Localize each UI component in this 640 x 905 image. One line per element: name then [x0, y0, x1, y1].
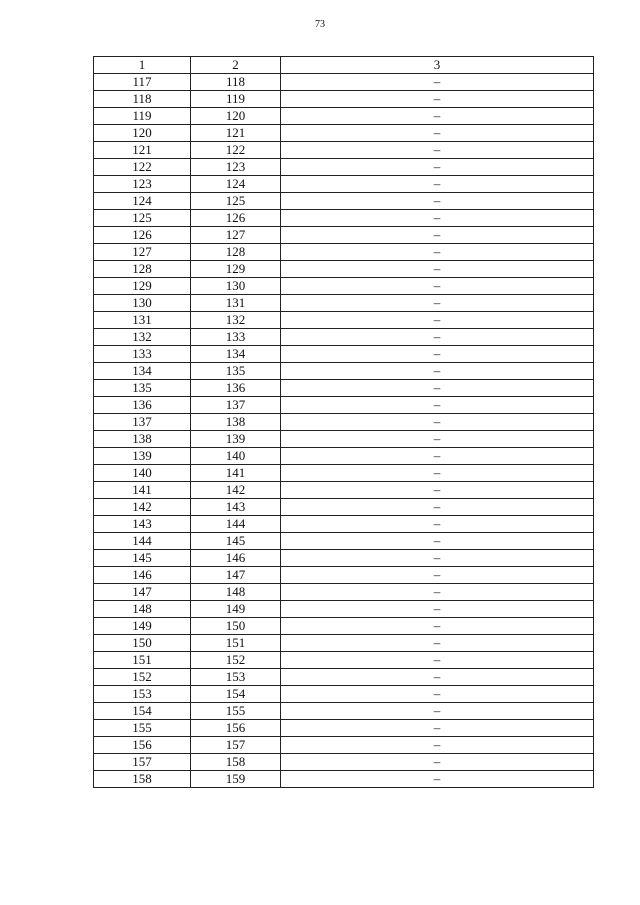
table-body	[94, 74, 594, 788]
table-row	[94, 754, 594, 771]
table-cell-col-2: 125	[191, 193, 281, 210]
table-cell-col-2: 154	[191, 686, 281, 703]
table-row	[94, 533, 594, 550]
table-row	[94, 363, 594, 380]
table-cell-col-2: 131	[191, 295, 281, 312]
table-cell-col-3: –	[281, 550, 594, 567]
table-row	[94, 346, 594, 363]
table-cell-col-1: 126	[94, 227, 191, 244]
table-row	[94, 482, 594, 499]
table-cell-col-1: 134	[94, 363, 191, 380]
table-cell-col-2: 147	[191, 567, 281, 584]
table-cell-col-3: –	[281, 125, 594, 142]
table-cell-col-3: –	[281, 91, 594, 108]
table-cell-col-3: –	[281, 652, 594, 669]
table-cell-col-1: 143	[94, 516, 191, 533]
table-cell-col-3: –	[281, 448, 594, 465]
table-cell-col-2: 144	[191, 516, 281, 533]
table-cell-col-2: 140	[191, 448, 281, 465]
table-row	[94, 125, 594, 142]
table-cell-col-2: 130	[191, 278, 281, 295]
table-row	[94, 771, 594, 788]
table-cell-col-3: –	[281, 108, 594, 125]
table-row	[94, 295, 594, 312]
table-cell-col-1: 147	[94, 584, 191, 601]
table-cell-col-1: 129	[94, 278, 191, 295]
table-cell-col-2: 120	[191, 108, 281, 125]
table-cell-col-3: –	[281, 533, 594, 550]
table-cell-col-2: 134	[191, 346, 281, 363]
table-cell-col-3: –	[281, 278, 594, 295]
table-row	[94, 584, 594, 601]
table-row	[94, 516, 594, 533]
table-cell-col-3: –	[281, 414, 594, 431]
table-cell-col-2: 155	[191, 703, 281, 720]
table-cell-col-1: 138	[94, 431, 191, 448]
table-cell-col-1: 145	[94, 550, 191, 567]
table-cell-col-1: 153	[94, 686, 191, 703]
table-cell-col-2: 128	[191, 244, 281, 261]
table-row	[94, 618, 594, 635]
table-cell-col-2: 145	[191, 533, 281, 550]
table-cell-col-2: 136	[191, 380, 281, 397]
table-cell-col-3: –	[281, 771, 594, 788]
table-cell-col-1: 156	[94, 737, 191, 754]
table-cell-col-2: 159	[191, 771, 281, 788]
table-cell-col-3: –	[281, 346, 594, 363]
table-cell-col-3: –	[281, 482, 594, 499]
table-cell-col-3: –	[281, 312, 594, 329]
table-cell-col-1: 133	[94, 346, 191, 363]
table-cell-col-2: 158	[191, 754, 281, 771]
table-cell-col-3: –	[281, 380, 594, 397]
table-cell-col-3: –	[281, 567, 594, 584]
table-row	[94, 601, 594, 618]
table-row	[94, 244, 594, 261]
table-row	[94, 261, 594, 278]
table-row	[94, 397, 594, 414]
table-cell-col-3: –	[281, 193, 594, 210]
table-cell-col-1: 154	[94, 703, 191, 720]
table-cell-col-3: –	[281, 295, 594, 312]
table-cell-col-1: 144	[94, 533, 191, 550]
table-row	[94, 193, 594, 210]
table-cell-col-3: –	[281, 227, 594, 244]
table-cell-col-1: 149	[94, 618, 191, 635]
table-cell-col-3: –	[281, 261, 594, 278]
table-cell-col-2: 142	[191, 482, 281, 499]
table-cell-col-1: 119	[94, 108, 191, 125]
table-cell-col-3: –	[281, 176, 594, 193]
table-cell-col-3: –	[281, 601, 594, 618]
table-cell-col-1: 131	[94, 312, 191, 329]
table-cell-col-2: 149	[191, 601, 281, 618]
table-cell-col-1: 130	[94, 295, 191, 312]
table-row	[94, 499, 594, 516]
table-cell-col-2: 127	[191, 227, 281, 244]
table-cell-col-1: 141	[94, 482, 191, 499]
table-cell-col-1: 157	[94, 754, 191, 771]
table-cell-col-3: –	[281, 397, 594, 414]
table-cell-col-2: 150	[191, 618, 281, 635]
table-row	[94, 669, 594, 686]
table-cell-col-3: –	[281, 244, 594, 261]
table-cell-col-3: –	[281, 210, 594, 227]
table-cell-col-1: 148	[94, 601, 191, 618]
table-cell-col-1: 135	[94, 380, 191, 397]
table-cell-col-1: 121	[94, 142, 191, 159]
table-cell-col-3: –	[281, 754, 594, 771]
table-cell-col-3: –	[281, 703, 594, 720]
table-cell-col-2: 143	[191, 499, 281, 516]
table-cell-col-2: 133	[191, 329, 281, 346]
table-cell-col-1: 151	[94, 652, 191, 669]
table-cell-col-1: 117	[94, 74, 191, 91]
table-cell-col-1: 118	[94, 91, 191, 108]
data-table	[93, 56, 594, 788]
table-cell-col-3: –	[281, 74, 594, 91]
table-cell-col-2: 153	[191, 669, 281, 686]
table-cell-col-1: 123	[94, 176, 191, 193]
table-row	[94, 210, 594, 227]
table-cell-col-1: 136	[94, 397, 191, 414]
table-cell-col-1: 128	[94, 261, 191, 278]
column-header-1: 1	[94, 57, 191, 74]
table-row	[94, 720, 594, 737]
table-cell-col-2: 138	[191, 414, 281, 431]
table-row	[94, 329, 594, 346]
table-row	[94, 550, 594, 567]
table-cell-col-1: 158	[94, 771, 191, 788]
table-cell-col-3: –	[281, 431, 594, 448]
table-cell-col-2: 152	[191, 652, 281, 669]
table-cell-col-1: 124	[94, 193, 191, 210]
table-cell-col-2: 141	[191, 465, 281, 482]
table-cell-col-1: 146	[94, 567, 191, 584]
table-row	[94, 74, 594, 91]
table-row	[94, 176, 594, 193]
table-cell-col-2: 122	[191, 142, 281, 159]
table-cell-col-1: 137	[94, 414, 191, 431]
table-row	[94, 380, 594, 397]
table-row	[94, 465, 594, 482]
table-cell-col-3: –	[281, 465, 594, 482]
table-cell-col-3: –	[281, 720, 594, 737]
table-cell-col-2: 121	[191, 125, 281, 142]
table-row	[94, 703, 594, 720]
table-cell-col-3: –	[281, 618, 594, 635]
header-row	[94, 57, 594, 74]
table-row	[94, 91, 594, 108]
table-row	[94, 686, 594, 703]
table-cell-col-2: 124	[191, 176, 281, 193]
table-cell-col-2: 146	[191, 550, 281, 567]
table-row	[94, 635, 594, 652]
column-header-2: 2	[191, 57, 281, 74]
table-cell-col-3: –	[281, 516, 594, 533]
table-cell-col-3: –	[281, 737, 594, 754]
table-cell-col-1: 122	[94, 159, 191, 176]
table-cell-col-2: 137	[191, 397, 281, 414]
table-cell-col-1: 127	[94, 244, 191, 261]
table-cell-col-3: –	[281, 669, 594, 686]
table-cell-col-1: 140	[94, 465, 191, 482]
table-cell-col-2: 123	[191, 159, 281, 176]
table-cell-col-1: 120	[94, 125, 191, 142]
table-row	[94, 652, 594, 669]
table-cell-col-3: –	[281, 584, 594, 601]
table-cell-col-3: –	[281, 635, 594, 652]
table-cell-col-1: 125	[94, 210, 191, 227]
table-row	[94, 278, 594, 295]
table-cell-col-3: –	[281, 142, 594, 159]
table-cell-col-2: 129	[191, 261, 281, 278]
table-cell-col-2: 135	[191, 363, 281, 380]
table-cell-col-1: 142	[94, 499, 191, 516]
table-cell-col-1: 155	[94, 720, 191, 737]
table-cell-col-2: 157	[191, 737, 281, 754]
column-header-3: 3	[281, 57, 594, 74]
table-cell-col-2: 139	[191, 431, 281, 448]
table-cell-col-2: 151	[191, 635, 281, 652]
table-row	[94, 108, 594, 125]
table-header	[94, 57, 594, 74]
table-row	[94, 227, 594, 244]
table-cell-col-1: 152	[94, 669, 191, 686]
table-cell-col-2: 132	[191, 312, 281, 329]
table-cell-col-3: –	[281, 363, 594, 380]
table-row	[94, 159, 594, 176]
table-row	[94, 312, 594, 329]
table-cell-col-2: 118	[191, 74, 281, 91]
table-row	[94, 431, 594, 448]
page-number: 73	[315, 19, 325, 30]
table-cell-col-3: –	[281, 499, 594, 516]
table-cell-col-1: 132	[94, 329, 191, 346]
table-cell-col-1: 150	[94, 635, 191, 652]
table-cell-col-3: –	[281, 686, 594, 703]
table-cell-col-3: –	[281, 329, 594, 346]
table-row	[94, 737, 594, 754]
table-cell-col-2: 148	[191, 584, 281, 601]
table-cell-col-2: 119	[191, 91, 281, 108]
table-cell-col-2: 126	[191, 210, 281, 227]
table-cell-col-3: –	[281, 159, 594, 176]
table-row	[94, 448, 594, 465]
table-row	[94, 142, 594, 159]
table-cell-col-2: 156	[191, 720, 281, 737]
table-row	[94, 414, 594, 431]
table-cell-col-1: 139	[94, 448, 191, 465]
table-row	[94, 567, 594, 584]
